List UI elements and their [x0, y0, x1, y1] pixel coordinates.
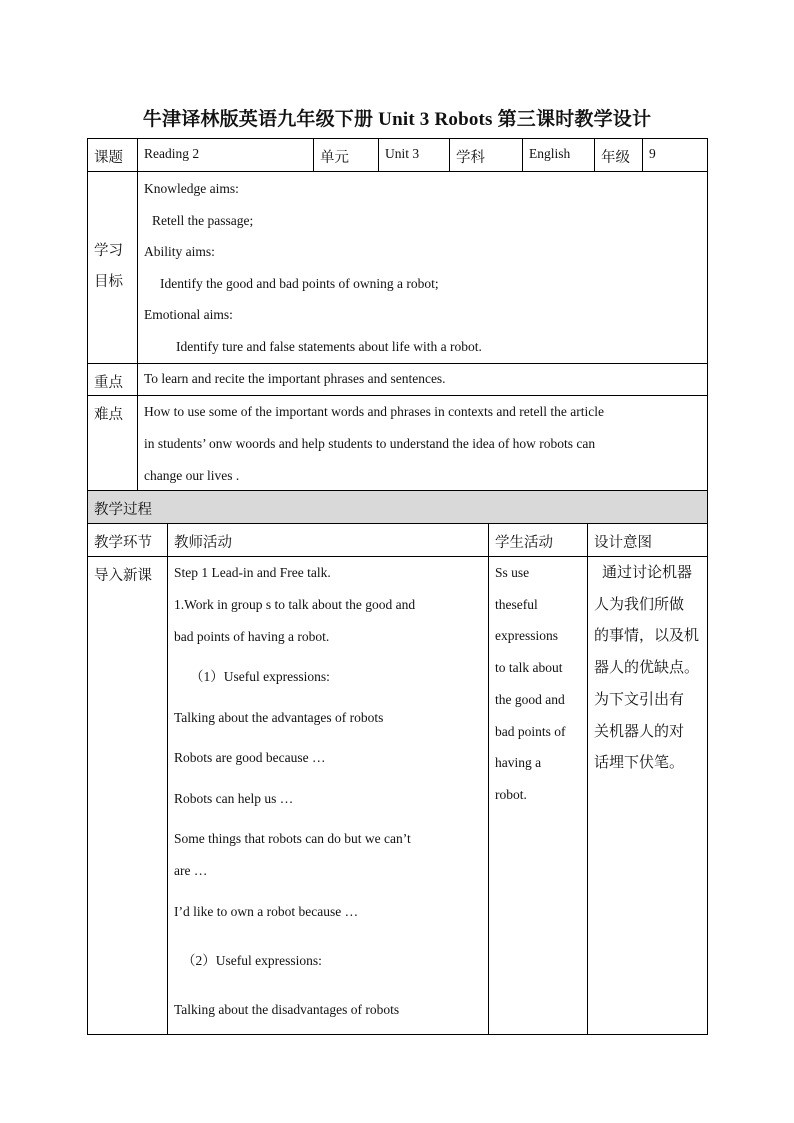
- topic-label: 课题: [88, 139, 138, 172]
- aims-line: Emotional aims:: [144, 307, 233, 323]
- design-line: 的事情，以及机: [594, 626, 700, 645]
- difficult-point-label: 难点: [88, 395, 138, 492]
- difficult-line: in students’ onw woords and help students to understand the idea of how robots can: [144, 435, 596, 451]
- subject-value: English: [523, 139, 595, 172]
- student-activity-cell: [489, 557, 588, 1035]
- difficult-point-content: [138, 395, 708, 492]
- teacher-line: are …: [174, 863, 208, 879]
- teacher-line: Talking about the disadvantages of robots: [174, 1002, 400, 1018]
- topic-value: Reading 2: [138, 139, 314, 172]
- aims-label: [88, 172, 138, 364]
- teacher-line: （1）Useful expressions:: [190, 669, 330, 684]
- teaching-process-table: [87, 490, 708, 1035]
- col-design-header: 设计意图: [588, 524, 708, 557]
- teacher-line: Robots are good because …: [174, 750, 326, 766]
- page-title: 牛津译林版英语九年级下册 Unit 3 Robots 第三课时教学设计: [142, 109, 652, 130]
- aims-line: Ability aims:: [144, 244, 215, 260]
- aims-label-line-1: 学习: [94, 243, 123, 260]
- design-intent-cell: [588, 557, 708, 1035]
- design-line: 器人的优缺点。: [594, 658, 700, 677]
- stage-cell: 导入新课: [88, 557, 168, 1035]
- student-line: having a: [495, 755, 542, 771]
- teacher-activity-cell: [168, 557, 489, 1035]
- aims-label-line-2: 目标: [94, 274, 123, 291]
- aims-line: Knowledge aims:: [144, 181, 239, 196]
- student-line: expressions: [495, 628, 558, 644]
- design-line: 通过讨论机器: [602, 563, 693, 581]
- aims-line: Retell the passage;: [152, 212, 254, 228]
- col-teacher-header: 教师活动: [168, 524, 489, 557]
- col-student-header: 学生活动: [489, 524, 588, 557]
- aims-line: Identify the good and bad points of owning a robot;: [160, 275, 439, 291]
- col-stage-header: 教学环节: [88, 524, 168, 557]
- subject-label: 学科: [450, 139, 523, 172]
- teacher-line: 1.Work in group s to talk about the good and: [174, 597, 416, 612]
- teacher-line: （2）Useful expressions:: [182, 953, 322, 969]
- design-line: 关机器人的对: [594, 721, 685, 740]
- student-line: to talk about: [495, 660, 563, 676]
- design-line: 人为我们所做: [594, 594, 685, 613]
- aims-content: [138, 172, 708, 364]
- teacher-line: I’d like to own a robot because …: [174, 904, 359, 920]
- teacher-line: bad points of having a robot.: [174, 629, 330, 644]
- grade-label: 年级: [595, 139, 643, 172]
- difficult-line: change our lives .: [144, 467, 240, 483]
- teacher-line: Step 1 Lead-in and Free talk.: [174, 565, 331, 580]
- student-line: theseful: [495, 596, 538, 612]
- grade-value: 9: [643, 139, 708, 172]
- unit-value: Unit 3: [379, 139, 450, 172]
- student-line: robot.: [495, 786, 527, 802]
- teacher-line: Talking about the advantages of robots: [174, 709, 384, 725]
- teacher-line: Some things that robots can do but we can’t: [174, 831, 411, 847]
- lesson-info-table: [87, 138, 708, 493]
- aims-line: Identify ture and false statements about life with a robot.: [176, 338, 482, 354]
- unit-label: 单元: [314, 139, 379, 172]
- student-line: the good and: [495, 691, 565, 707]
- key-point-label: 重点: [88, 363, 138, 395]
- key-point-text: To learn and recite the important phrases and sentences.: [138, 363, 708, 395]
- student-line: Ss use: [495, 565, 530, 580]
- student-line: bad points of: [495, 723, 566, 739]
- design-line: 话埋下伏笔。: [594, 753, 685, 772]
- difficult-line: How to use some of the important words and phrases in contexts and retell the article: [144, 403, 605, 419]
- teacher-line: Robots can help us …: [174, 790, 294, 806]
- design-line: 为下文引出有: [594, 689, 685, 708]
- process-header: 教学过程: [88, 491, 708, 524]
